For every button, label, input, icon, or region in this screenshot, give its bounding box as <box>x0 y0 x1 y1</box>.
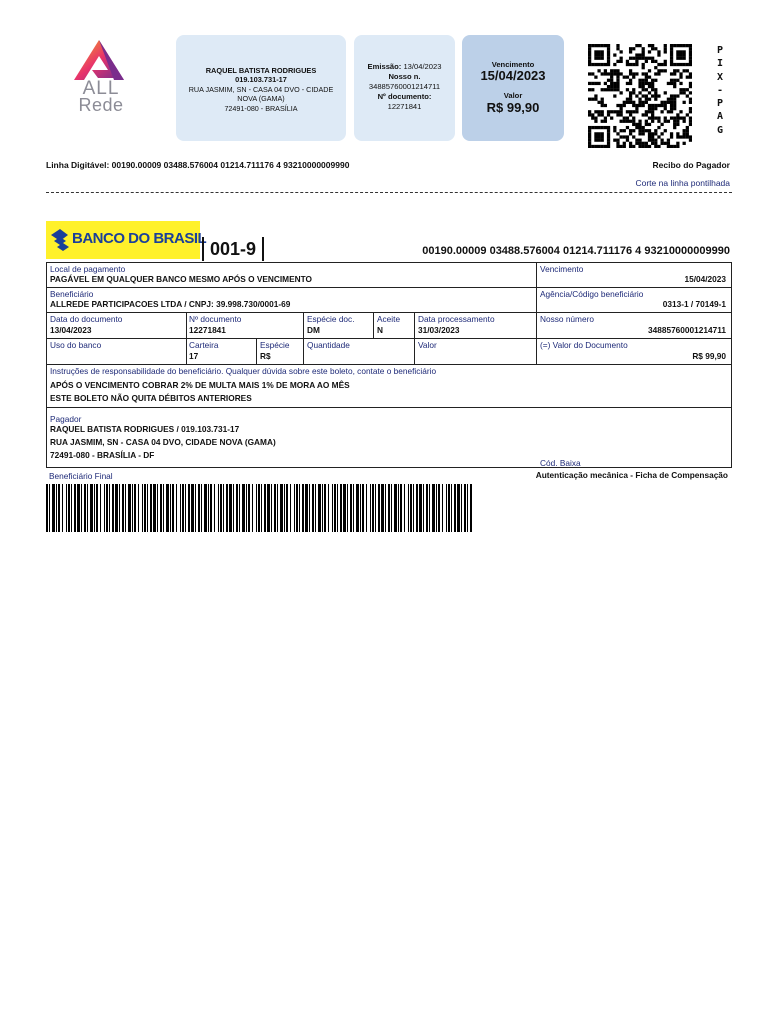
pix-letter: A <box>716 111 724 123</box>
logo-line1: ALL <box>82 78 120 99</box>
instrucoes-label: Instruções de responsabilidade do beneficiário. Qualquer dúvida sobre este boleto, contate o beneficiário <box>50 366 437 376</box>
barcode-icon <box>46 484 472 532</box>
cut-line-divider <box>46 192 732 193</box>
data-doc-label: Data do documento <box>50 314 123 324</box>
data-proc-label: Data processamento <box>418 314 495 324</box>
allrede-logo-text <box>68 80 134 114</box>
local-label: Local de pagamento <box>50 264 126 274</box>
beneficiario-final-label: Beneficiário Final <box>49 471 113 481</box>
valor-documento-value: R$ 99,90 <box>692 351 726 361</box>
pix-pag-label <box>710 44 730 137</box>
compensation-slip <box>46 262 732 468</box>
num-doc-value: 12271841 <box>189 325 226 335</box>
documento-value: 12271841 <box>387 102 422 111</box>
nosso-value: 34885760001214711 <box>368 82 441 91</box>
pix-letter: I <box>716 58 724 70</box>
linha-digitavel: 00190.00009 03488.576004 01214.711176 4 93210000009990 <box>422 245 730 257</box>
vencimento-label: Vencimento <box>540 264 584 274</box>
info-card-text <box>354 62 455 112</box>
payer-address-2: NOVA (GAMA) <box>237 94 285 104</box>
agencia-value: 0313-1 / 70149-1 <box>662 299 726 309</box>
corte-label: Corte na linha pontilhada <box>635 178 730 188</box>
pix-qr-code-icon <box>588 44 692 148</box>
instrucoes-line2: ESTE BOLETO NÃO QUITA DÉBITOS ANTERIORES <box>50 393 252 403</box>
especie-doc-value: DM <box>307 325 320 335</box>
bank-logo-text: BANCO DO BRASIL <box>72 230 207 247</box>
instrucoes-line1: APÓS O VENCIMENTO COBRAR 2% DE MULTA MAIS 1% DE MORA AO MÊS <box>50 380 350 390</box>
payer-card-text <box>176 66 346 113</box>
data-doc-value: 13/04/2023 <box>50 325 92 335</box>
pagador-line3: 72491-080 - BRASÍLIA - DF <box>50 450 155 460</box>
due-vencimento-value: 15/04/2023 <box>480 68 546 83</box>
cod-baixa-label: Cód. Baixa <box>540 458 581 468</box>
nosso-numero-value: 34885760001214711 <box>648 325 726 335</box>
payer-cpf: 019.103.731-17 <box>235 75 287 85</box>
uso-banco-label: Uso do banco <box>50 340 102 350</box>
data-proc-value: 31/03/2023 <box>418 325 460 335</box>
aceite-value: N <box>377 325 383 335</box>
especie-doc-label: Espécie doc. <box>307 314 355 324</box>
nosso-numero-label: Nosso número <box>540 314 594 324</box>
due-valor-label: Valor <box>503 91 523 100</box>
due-valor-value: R$ 99,90 <box>486 100 540 115</box>
emissao-value: 13/04/2023 <box>403 62 442 71</box>
valor-documento-label: (=) Valor do Documento <box>540 340 628 350</box>
documento-label: Nº documento: <box>377 92 432 101</box>
carteira-value: 17 <box>189 351 199 361</box>
pix-letter: P <box>716 45 724 56</box>
vencimento-value: 15/04/2023 <box>684 274 726 284</box>
especie-value: R$ <box>260 351 271 361</box>
payer-address-3: 72491-080 - BRASÍLIA <box>224 103 298 113</box>
valor-label: Valor <box>418 340 437 350</box>
num-doc-label: Nº documento <box>189 314 242 324</box>
pix-letter: - <box>716 84 724 96</box>
agencia-label: Agência/Código beneficiário <box>540 289 644 299</box>
banco-do-brasil-logo <box>46 221 207 259</box>
pagador-label: Pagador <box>50 414 82 424</box>
beneficiario-label: Beneficiário <box>50 289 94 299</box>
payer-address-1: RUA JASMIM, SN - CASA 04 DVO - CIDADE <box>188 84 334 94</box>
linha-digitavel-receipt: Linha Digitável: 00190.00009 03488.576004 01214.711176 4 93210000009990 <box>46 160 350 170</box>
emissao-label: Emissão: <box>367 62 402 71</box>
pix-letter: G <box>716 124 724 136</box>
due-card <box>462 35 564 141</box>
bank-code: 001-9 <box>202 237 264 261</box>
pagador-line2: RUA JASMIM, SN - CASA 04 DVO, CIDADE NOVA (GAMA) <box>50 437 276 447</box>
autenticacao-label: Autenticação mecânica - Ficha de Compensação <box>535 470 728 480</box>
aceite-label: Aceite <box>377 314 401 324</box>
due-vencimento-label: Vencimento <box>491 60 535 69</box>
beneficiario-value: ALLREDE PARTICIPACOES LTDA / CNPJ: 39.998.730/0001-69 <box>50 299 291 309</box>
carteira-label: Carteira <box>189 340 219 350</box>
quantidade-label: Quantidade <box>307 340 350 350</box>
payer-name: RAQUEL BATISTA RODRIGUES <box>205 66 317 75</box>
recibo-do-pagador: Recibo do Pagador <box>652 160 730 170</box>
pagador-line1: RAQUEL BATISTA RODRIGUES / 019.103.731-17 <box>50 424 240 434</box>
logo-line2: Rede <box>78 95 124 115</box>
especie-label: Espécie <box>260 340 290 350</box>
pix-letter: X <box>716 71 724 83</box>
local-value: PAGÁVEL EM QUALQUER BANCO MESMO APÓS O VENCIMENTO <box>50 274 312 284</box>
nosso-label: Nosso n. <box>388 72 421 81</box>
pix-letter: P <box>716 98 724 110</box>
